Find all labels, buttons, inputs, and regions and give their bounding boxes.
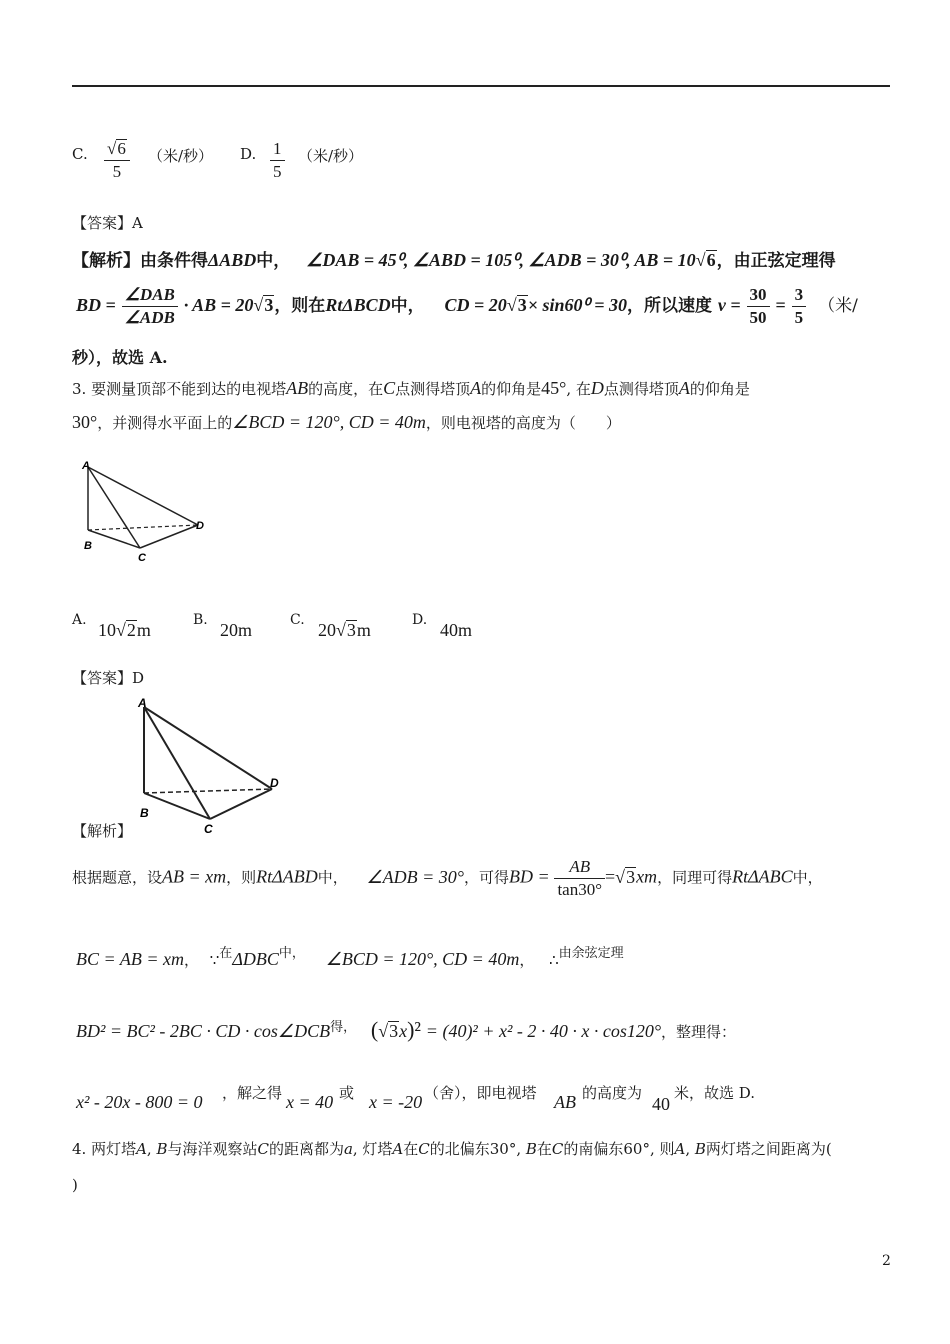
q2-option-d-label: D. [240,145,257,163]
q3-option-d-value: 40m [440,620,473,640]
q3-solution-line3: BD² = BC² - 2BC · CD · cos∠DCB得， (√3x)² = (40)² + x² - 2 · 40 · x · cos120°，整理得： [76,1017,737,1042]
q2-option-d-fraction: $\frac{1}{5}$ [270,138,285,183]
fig1-label-d: D [196,520,204,532]
fig1-label-c: C [138,552,146,564]
q2-option-c-label: C. [72,145,88,163]
q3-answer: 【答案】D [72,669,145,687]
fig2-label-a: A [138,696,147,710]
fig1-label-b: B [84,540,92,552]
q3-solution-line2: BC = AB = xm， ∵在ΔDBC中， ∠BCD = 120°, CD = 40m， ∴由余弦定理 [76,946,624,969]
q3-figure [80,455,210,565]
q3-option-c-label: C. [290,612,305,628]
fig2-label-c: C [204,822,213,836]
q3-analysis-label: 【解析】 [72,822,133,840]
q2-answer: 【答案】A [72,214,143,232]
q3-stem-line2: 30°，并测得水平面上的∠BCD = 120°, CD = 40m，则电视塔的高度为（ ） [72,412,621,432]
page-number: 2 [882,1253,891,1269]
q3-option-c-value: 20√3m [318,620,371,640]
q2-option-d-unit: （米/秒） [298,147,364,165]
fig2-label-d: D [270,776,279,790]
q3-option-d-label: D. [412,612,428,628]
q3-option-b-value: 20m [220,620,253,640]
q2-option-c-unit: （米/秒） [148,147,214,165]
q3-option-b-label: B. [193,612,208,628]
q4-stem-line1: 4. 两灯塔𝐴, 𝐵与海洋观察站𝐶的距离都为𝑎, 灯塔𝐴在𝐶的北偏东30°, 𝐵在𝐶的南偏东60°, 则𝐴, 𝐵两灯塔之间距离为( [72,1140,832,1158]
fig2-label-b: B [140,806,149,820]
q2-option-c-fraction: $\frac{√6}{5}$ [104,138,130,183]
header-rule [72,85,890,87]
q3-solution-line1: 根据题意，设AB = xm，则RtΔABD中， ∠ADB = 30°，可得BD = $\frac{AB}{\tan 30^\circ}$ =√3xm，同理可得RtΔABC中， [72,857,823,899]
q2-analysis-line2: BD = $\frac{\text{∠DAB}}{\text{∠ADB}}$ · AB = 20√3，则在RtΔBCD中， CD = 20√3× sin60⁰ = 30，所以速度 v = $\frac{30}{50}$ = $\frac{3}{5}$ （米/ [76,285,858,327]
q3-option-a-value: 10√2m [98,620,151,640]
fig1-label-a: A [82,460,90,472]
q3-answer-figure [132,693,292,838]
q3-stem-line1: 3. 要测量顶部不能到达的电视塔AB的高度，在C点测得塔顶A的仰角是45°, 在D点测得塔顶A的仰角是 [72,378,750,398]
q2-analysis-line1: 【解析】由条件得ΔABD中， ∠DAB = 45⁰, ∠ABD = 105⁰, ∠ADB = 30⁰, AB = 10√6，由正弦定理得 [72,250,836,271]
q4-stem-line2: ) [72,1176,78,1194]
q3-option-a-label: A. [72,612,87,628]
q2-analysis-line3: 秒），故选 A. [72,348,168,367]
